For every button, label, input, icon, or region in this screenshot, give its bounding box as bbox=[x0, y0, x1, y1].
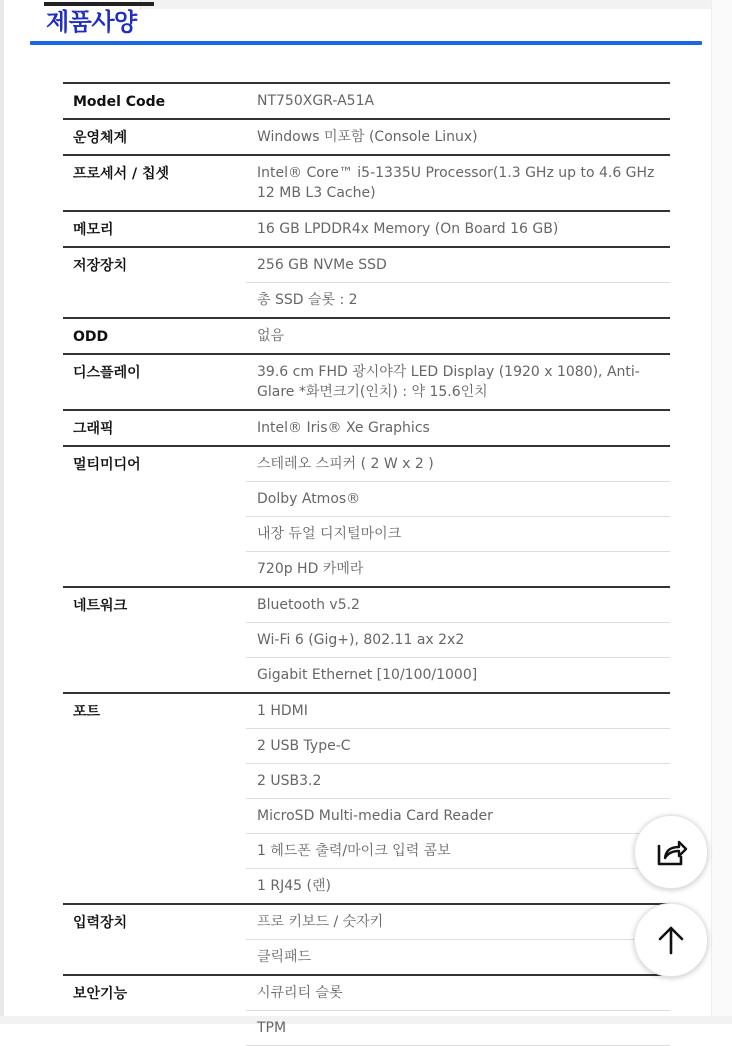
spec-row bbox=[63, 82, 670, 118]
share-icon bbox=[653, 834, 689, 870]
spec-value: 프로 키보드 / 숫자키 bbox=[257, 914, 384, 930]
spec-value: Gigabit Ethernet [10/100/1000] bbox=[246, 657, 670, 692]
spec-value: 256 GB NVMe SSD bbox=[257, 257, 387, 273]
spec-label: Model Code bbox=[73, 94, 166, 110]
spec-value: 총 SSD 슬롯 : 2 bbox=[246, 282, 670, 317]
spec-values bbox=[246, 120, 670, 154]
spec-values bbox=[246, 248, 670, 317]
spec-value: TPM bbox=[246, 1010, 670, 1046]
spec-value: Intel® Core™ i5-1335U Processor(1.3 GHz up to 4.6 GHz 12 MB L3 Cache) bbox=[257, 165, 655, 201]
spec-label: ODD bbox=[73, 329, 109, 345]
spec-value: 1 RJ45 (랜) bbox=[246, 868, 670, 903]
spec-label: 네트워크 bbox=[73, 598, 128, 614]
spec-label: 포트 bbox=[73, 704, 101, 720]
spec-label: 운영체계 bbox=[73, 130, 128, 146]
share-button[interactable] bbox=[634, 815, 708, 889]
spec-values bbox=[246, 694, 670, 903]
spec-value: 2 USB Type-C bbox=[246, 728, 670, 763]
window-left-frame bbox=[0, 0, 4, 1024]
spec-values bbox=[246, 411, 670, 445]
spec-table bbox=[63, 82, 670, 1046]
section-header bbox=[30, 2, 702, 46]
spec-row bbox=[63, 903, 670, 974]
spec-values bbox=[246, 355, 670, 409]
spec-row bbox=[63, 586, 670, 692]
spec-label: 프로세서 / 칩셋 bbox=[73, 166, 170, 182]
spec-value: 16 GB LPDDR4x Memory (On Board 16 GB) bbox=[257, 221, 559, 237]
spec-values bbox=[246, 156, 670, 210]
spec-row bbox=[63, 154, 670, 210]
spec-row bbox=[63, 445, 670, 586]
spec-value: NT750XGR-A51A bbox=[257, 93, 375, 109]
spec-row bbox=[63, 409, 670, 445]
spec-row bbox=[63, 118, 670, 154]
spec-values bbox=[246, 212, 670, 246]
spec-values bbox=[246, 905, 670, 974]
spec-value: MicroSD Multi-media Card Reader bbox=[246, 798, 670, 833]
spec-value: 없음 bbox=[257, 328, 285, 344]
spec-row bbox=[63, 692, 670, 903]
spec-value: 1 헤드폰 출력/마이크 입력 콤보 bbox=[246, 833, 670, 868]
scroll-to-top-button[interactable] bbox=[634, 903, 708, 977]
spec-value: 720p HD 카메라 bbox=[246, 551, 670, 586]
spec-label: 그래픽 bbox=[73, 421, 114, 437]
spec-value: 내장 듀얼 디지털마이크 bbox=[246, 516, 670, 551]
spec-value: 클릭패드 bbox=[246, 939, 670, 974]
spec-row bbox=[63, 974, 670, 1046]
spec-values bbox=[246, 976, 670, 1046]
spec-value: 시큐리티 슬롯 bbox=[257, 985, 343, 1001]
spec-label: 디스플레이 bbox=[73, 365, 141, 381]
page-title: 제품사양 bbox=[46, 8, 137, 36]
spec-value: Dolby Atmos® bbox=[246, 481, 670, 516]
spec-label: 저장장치 bbox=[73, 258, 128, 274]
spec-values bbox=[246, 447, 670, 586]
title-underline bbox=[30, 41, 702, 45]
spec-value: 39.6 cm FHD 광시야각 LED Display (1920 x 1080), Anti-Glare *화면크기(인치) : 약 15.6인치 bbox=[257, 364, 640, 400]
spec-label: 메모리 bbox=[73, 222, 114, 238]
spec-row bbox=[63, 246, 670, 317]
spec-row bbox=[63, 210, 670, 246]
spec-label: 입력장치 bbox=[73, 915, 128, 931]
spec-values bbox=[246, 588, 670, 692]
spec-value: 1 HDMI bbox=[257, 703, 308, 719]
spec-row bbox=[63, 317, 670, 353]
scrollbar-track[interactable] bbox=[711, 0, 732, 1024]
spec-value: 2 USB3.2 bbox=[246, 763, 670, 798]
spec-value: 스테레오 스피커 ( 2 W x 2 ) bbox=[257, 456, 434, 472]
spec-value: Bluetooth v5.2 bbox=[257, 597, 360, 613]
spec-values bbox=[246, 84, 670, 118]
spec-label: 멀티미디어 bbox=[73, 457, 141, 473]
spec-value: Wi-Fi 6 (Gig+), 802.11 ax 2x2 bbox=[246, 622, 670, 657]
spec-label: 보안기능 bbox=[73, 986, 128, 1002]
arrow-up-icon bbox=[653, 922, 689, 958]
spec-value: Windows 미포함 (Console Linux) bbox=[257, 129, 478, 145]
spec-value: Intel® Iris® Xe Graphics bbox=[257, 420, 430, 436]
spec-values bbox=[246, 319, 670, 353]
spec-row bbox=[63, 353, 670, 409]
